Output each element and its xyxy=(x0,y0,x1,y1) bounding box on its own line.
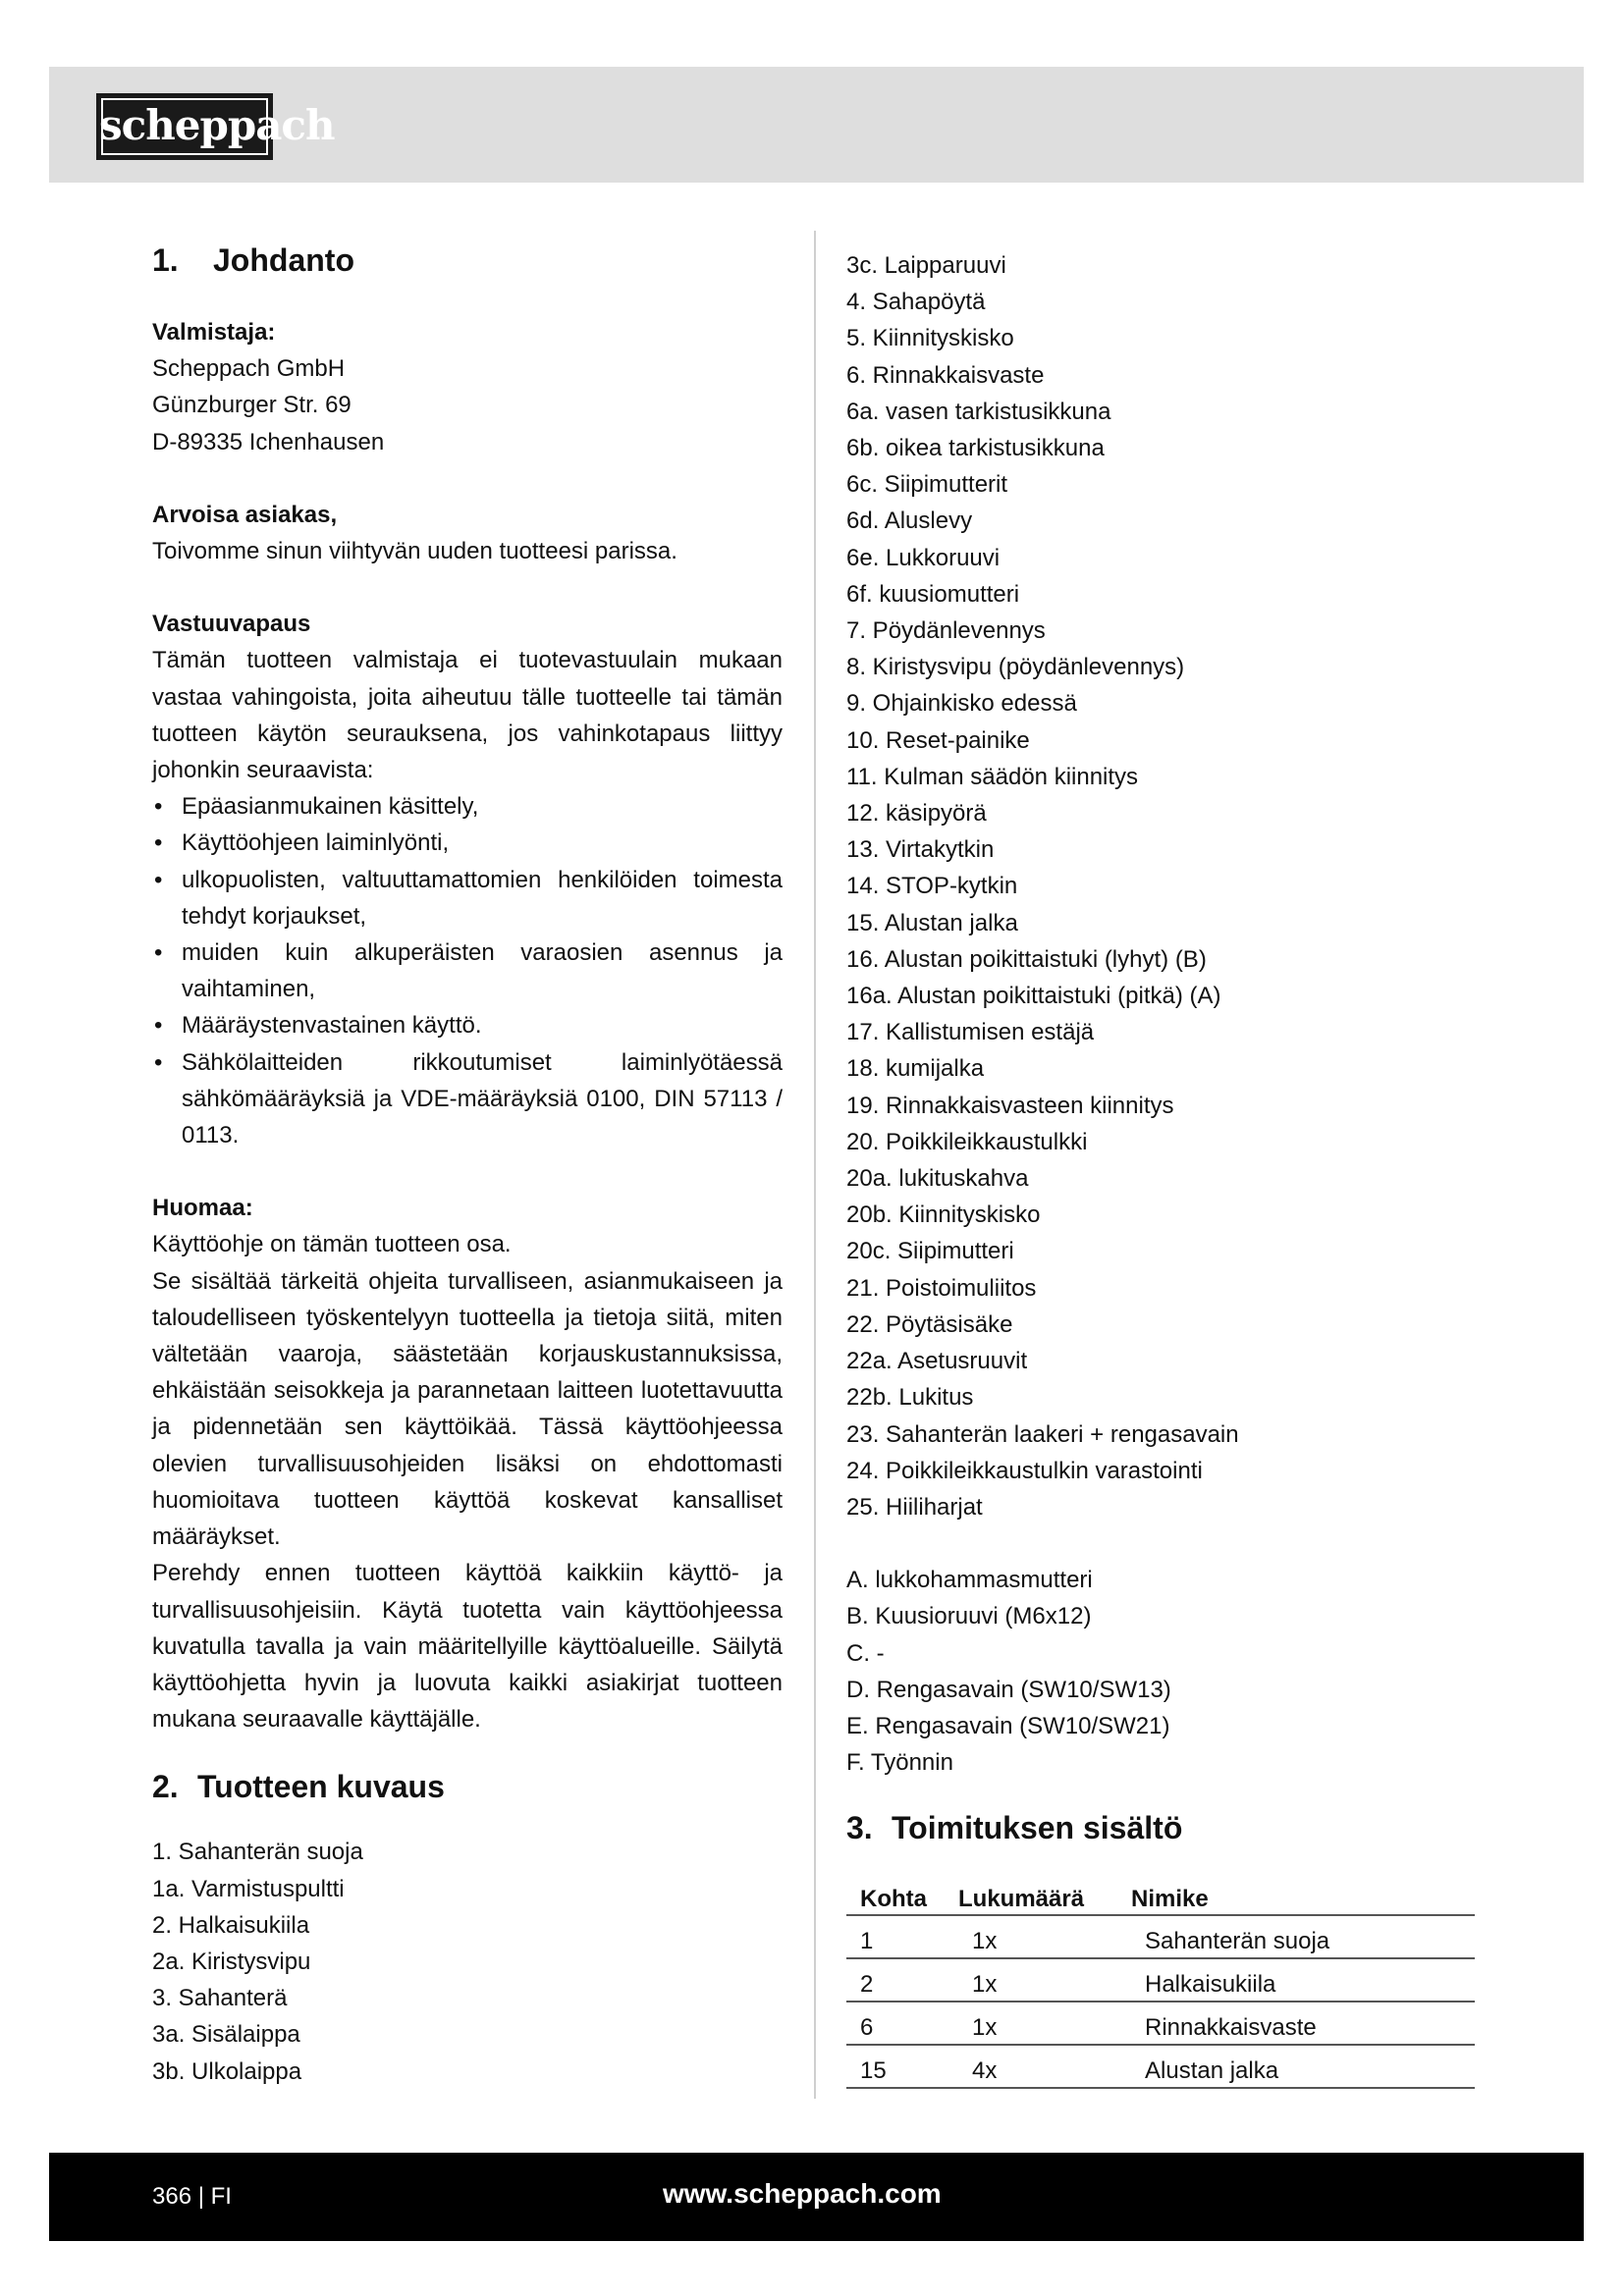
part-item: 2. Halkaisukiila xyxy=(152,1911,310,1939)
part-item: 25. Hiiliharjat xyxy=(846,1493,983,1521)
part-item: 5. Kiinnityskisko xyxy=(846,325,1014,352)
bullet-item: • Sähkölaitteiden rikkoutumiset laiminlyötäessä sähkömääräyksiä ja VDE-määräyksiä 0100, DIN 57113 / 0113. xyxy=(152,1044,783,1154)
part-item: 9. Ohjainkisko edessä xyxy=(846,690,1077,718)
part-item: 16a. Alustan poikittaistuki (pitkä) (A) xyxy=(846,983,1221,1010)
table-cell: 4x xyxy=(958,2045,1131,2088)
part-item: 11. Kulman säädön kiinnitys xyxy=(846,763,1139,790)
part-item: 13. Virtakytkin xyxy=(846,836,995,864)
part-item: 6b. oikea tarkistusikkuna xyxy=(846,435,1105,462)
accessory-item: E. Rengasavain (SW10/SW21) xyxy=(846,1712,1170,1739)
part-item: 20c. Siipimutteri xyxy=(846,1238,1014,1265)
accessories-list xyxy=(846,1562,1485,1781)
parts-list-continued xyxy=(846,247,1485,1525)
website-link[interactable]: www.scheppach.com xyxy=(663,2178,942,2209)
table-cell: 1x xyxy=(958,2002,1131,2045)
accessory-item: B. Kuusioruuvi (M6x12) xyxy=(846,1603,1092,1630)
part-item: 24. Poikkileikkaustulkin varastointi xyxy=(846,1457,1203,1484)
right-column xyxy=(846,247,1485,2089)
part-item: 21. Poistoimuliitos xyxy=(846,1274,1037,1302)
manufacturer-line: D-89335 Ichenhausen xyxy=(152,428,385,455)
part-item: 19. Rinnakkaisvasteen kiinnitys xyxy=(846,1092,1174,1119)
table-cell: 6 xyxy=(846,2002,958,2045)
part-item: 18. kumijalka xyxy=(846,1055,985,1083)
accessory-item: A. lukkohammasmutteri xyxy=(846,1567,1093,1594)
part-item: 6e. Lukkoruuvi xyxy=(846,544,1001,571)
table-header-item: Kohta xyxy=(846,1879,958,1915)
section-3-heading xyxy=(846,1808,1485,1847)
section-2-title: Tuotteen kuvaus xyxy=(197,1769,445,1805)
table-cell: 1x xyxy=(958,1915,1131,1958)
column-divider xyxy=(814,231,816,2099)
left-column xyxy=(152,226,783,2090)
section-1-heading xyxy=(152,240,783,280)
table-cell: 2 xyxy=(846,1958,958,2002)
part-item: 20. Poikkileikkaustulkki xyxy=(846,1128,1088,1155)
delivery-contents-table xyxy=(846,1879,1475,2089)
part-item: 1. Sahanterän suoja xyxy=(152,1839,363,1866)
parts-list xyxy=(152,1834,783,2089)
part-item: 6c. Siipimutterit xyxy=(846,471,1008,499)
part-item: 2a. Kiristysvipu xyxy=(152,1948,311,1975)
bullet-item: • ulkopuolisten, valtuuttamattomien henkilöiden toimesta tehdyt korjaukset, xyxy=(152,862,783,934)
table-row xyxy=(846,2002,1475,2045)
part-item: 6a. vasen tarkistusikkuna xyxy=(846,398,1111,425)
customer-label: Arvoisa asiakas, xyxy=(152,501,338,528)
scheppach-logo: scheppach xyxy=(96,93,273,160)
part-item: 17. Kallistumisen estäjä xyxy=(846,1019,1095,1046)
table-row xyxy=(846,1958,1475,2002)
part-item: 20a. lukituskahva xyxy=(846,1165,1029,1193)
part-item: 16. Alustan poikittaistuki (lyhyt) (B) xyxy=(846,945,1207,973)
bullet-item: • Määräystenvastainen käyttö. xyxy=(152,1007,783,1043)
table-cell: Rinnakkaisvaste xyxy=(1131,2002,1475,2045)
customer-text: Toivomme sinun viihtyvän uuden tuotteesi parissa. xyxy=(152,538,677,565)
part-item: 6f. kuusiomutteri xyxy=(846,580,1020,608)
part-item: 22b. Lukitus xyxy=(846,1384,974,1412)
part-item: 23. Sahanterän laakeri + rengasavain xyxy=(846,1420,1239,1448)
section-3-title: Toimituksen sisältö xyxy=(892,1810,1183,1846)
part-item: 1a. Varmistuspultti xyxy=(152,1875,345,1902)
note-label: Huomaa: xyxy=(152,1195,253,1222)
liability-label: Vastuuvapaus xyxy=(152,611,311,638)
table-row xyxy=(846,1915,1475,1958)
bullet-item: • Käyttöohjeen laiminlyönti, xyxy=(152,825,783,861)
manufacturer-line: Scheppach GmbH xyxy=(152,355,346,383)
manufacturer-label: Valmistaja: xyxy=(152,319,276,346)
table-header-name: Nimike xyxy=(1131,1879,1475,1915)
section-1-title: Johdanto xyxy=(213,242,354,278)
part-item: 14. STOP-kytkin xyxy=(846,873,1018,900)
part-item: 3a. Sisälaippa xyxy=(152,2021,300,2049)
liability-bullet-list xyxy=(152,788,783,1153)
part-item: 4. Sahapöytä xyxy=(846,289,986,316)
section-1-number: 1. xyxy=(152,242,179,278)
note-paragraph: Käyttöohje on tämän tuotteen osa. xyxy=(152,1231,512,1258)
liability-text: Tämän tuotteen valmistaja ei tuotevastuulain mukaan vastaa vahingoista, joita aiheutuu tälle tuotteelle tai tämän tuotteen käytön seurauksena, jos vahinkotapaus liittyy johonkin seuraavista: xyxy=(152,647,783,784)
table-cell: 15 xyxy=(846,2045,958,2088)
section-2-number: 2. xyxy=(152,1769,179,1805)
manufacturer-line: Günzburger Str. 69 xyxy=(152,392,352,419)
part-item: 6. Rinnakkaisvaste xyxy=(846,361,1045,389)
note-paragraph: Perehdy ennen tuotteen käyttöä kaikkiin käyttö- ja turvallisuusohjeisiin. Käytä tuotetta vain käyttöohjeessa kuvatulla tavalla ja vain määritellyille käyttöalueille. Säilytä käyttöohjetta hyvin ja luovuta kaikki asiakirjat tuotteen mukana seuraavalle käyttäjälle. xyxy=(152,1560,783,1734)
page-number: 366 | FI xyxy=(152,2183,232,2210)
part-item: 3c. Laipparuuvi xyxy=(846,252,1006,279)
bullet-item: • muiden kuin alkuperäisten varaosien asennus ja vaihtaminen, xyxy=(152,934,783,1007)
part-item: 6d. Aluslevy xyxy=(846,507,973,535)
section-3-number: 3. xyxy=(846,1810,873,1846)
part-item: 3. Sahanterä xyxy=(152,1985,288,2012)
table-row xyxy=(846,2045,1475,2088)
part-item: 3b. Ulkolaippa xyxy=(152,2057,302,2085)
table-cell: 1x xyxy=(958,1958,1131,2002)
accessory-item: D. Rengasavain (SW10/SW13) xyxy=(846,1676,1171,1703)
table-cell: Alustan jalka xyxy=(1131,2045,1475,2088)
footer-band xyxy=(49,2153,1584,2241)
accessory-item: F. Työnnin xyxy=(846,1749,953,1777)
table-cell: Halkaisukiila xyxy=(1131,1958,1475,2002)
section-2-heading xyxy=(152,1767,783,1806)
part-item: 7. Pöydänlevennys xyxy=(846,617,1046,645)
bullet-item: • Epäasianmukainen käsittely, xyxy=(152,788,783,825)
part-item: 10. Reset-painike xyxy=(846,726,1030,754)
header-band xyxy=(49,67,1584,183)
table-header-row xyxy=(846,1879,1475,1915)
table-header-quantity: Lukumäärä xyxy=(958,1879,1131,1915)
part-item: 8. Kiristysvipu (pöydänlevennys) xyxy=(846,654,1185,681)
accessory-item: C. - xyxy=(846,1639,885,1667)
note-paragraph: Se sisältää tärkeitä ohjeita turvalliseen, asianmukaiseen ja taloudelliseen työskentelyyn tuotteella ja tietoja siitä, miten vältetään vaaroja, säästetään korjauskustannuksissa, ehkäistään seisokkeja ja parannetaan laitteen luotettavuutta ja pidennetään sen käyttöikää. Tässä käyttöohjeessa olevien turvallisuusohjeiden lisäksi on ehdottomasti huomioitava tuotteen käyttöä koskevat kansalliset määräykset. xyxy=(152,1267,783,1551)
part-item: 15. Alustan jalka xyxy=(846,909,1018,936)
table-cell: Sahanterän suoja xyxy=(1131,1915,1475,1958)
part-item: 22. Pöytäsisäke xyxy=(846,1310,1013,1338)
part-item: 22a. Asetusruuvit xyxy=(846,1348,1028,1375)
part-item: 12. käsipyörä xyxy=(846,800,987,828)
part-item: 20b. Kiinnityskisko xyxy=(846,1201,1041,1229)
table-cell: 1 xyxy=(846,1915,958,1958)
